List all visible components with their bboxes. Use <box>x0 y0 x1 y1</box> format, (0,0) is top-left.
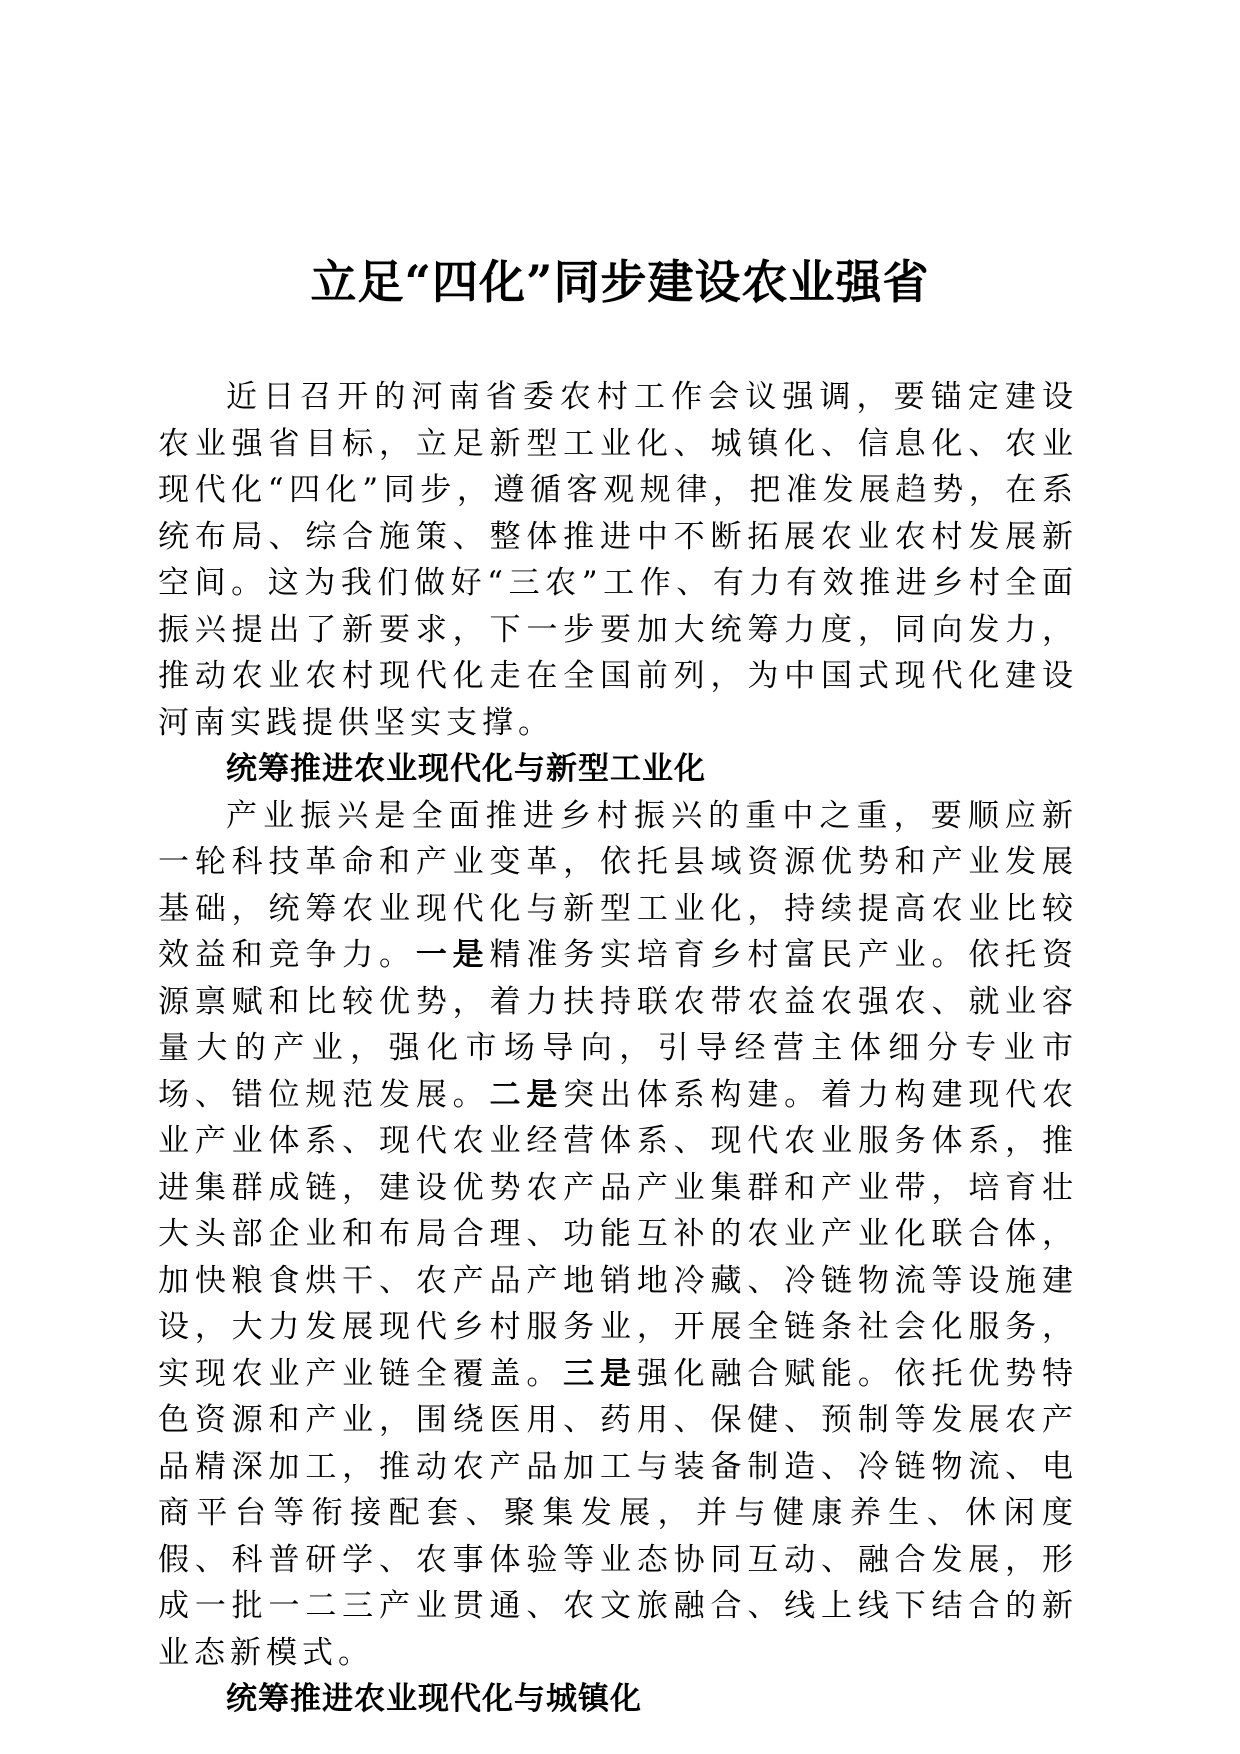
section1-paragraph <box>158 793 1078 1677</box>
section-heading-urbanization: 统筹推进农业现代化与城镇化 <box>226 1681 642 1717</box>
point2-lead: 二是 <box>489 1076 564 1113</box>
intro-paragraph: 近日召开的河南省委农村工作会议强调，要锚定建设农业强省目标，立足新型工业化、城镇化、信息化、农业现代化“四化”同步，遵循客观规律，把准发展趋势，在系统布局、综合施策、整体推进中不断拓展农业农村发展新空间。这为我们做好“三农”工作、有力有效推进乡村全面振兴提出了新要求，下一步要加大统筹力度，同向发力，推动农业农村现代化走在全国前列，为中国式现代化建设河南实践提供坚实支撑。 <box>158 379 1078 741</box>
point1-text: 精准务实培育乡村富民产业。依托资源禀赋和比较优势，着力扶持联农带农益农强农、就业容量大的产业，强化市场导向，引导经营主体细分专业市场、错位规范发展。 <box>158 937 1079 1113</box>
document-body <box>158 374 1078 1723</box>
point1-lead: 一是 <box>415 937 490 973</box>
document-title: 立足“四化”同步建设农业强省 <box>310 255 930 309</box>
section1-intro-text: 产业振兴是全面推进乡村振兴的重中之重，要顺应新一轮科技革命和产业变革，依托县域资源优势和产业发展基础，统筹农业现代化与新型工业化，持续提高农业比较效益和竞争力。 <box>158 797 1078 973</box>
section-heading-industrialization: 统筹推进农业现代化与新型工业化 <box>226 751 706 787</box>
point3-text: 强化融合赋能。依托优势特色资源和产业，围绕医用、药用、保健、预制等发展农产品精深加工，推动农产品加工与装备制造、冷链物流、电商平台等衔接配套、聚集发展，并与健康养生、休闲度假、科普研学、农事体验等业态协同互动、融合发展，形成一批一二三产业贯通、农文旅融合、线上线下结合的新业态新模式。 <box>158 1355 1079 1671</box>
point3-lead: 三是 <box>563 1355 637 1392</box>
point2-text: 突出体系构建。着力构建现代农业产业体系、现代农业经营体系、现代农业服务体系，推进集群成链，建设优势农产品产业集群和产业带，培育壮大头部企业和布局合理、功能互补的农业产业化联合体，加快粮食烘干、农产品产地销地冷藏、冷链物流等设施建设，大力发展现代乡村服务业，开展全链条社会化服务，实现农业产业链全覆盖。 <box>158 1076 1079 1392</box>
